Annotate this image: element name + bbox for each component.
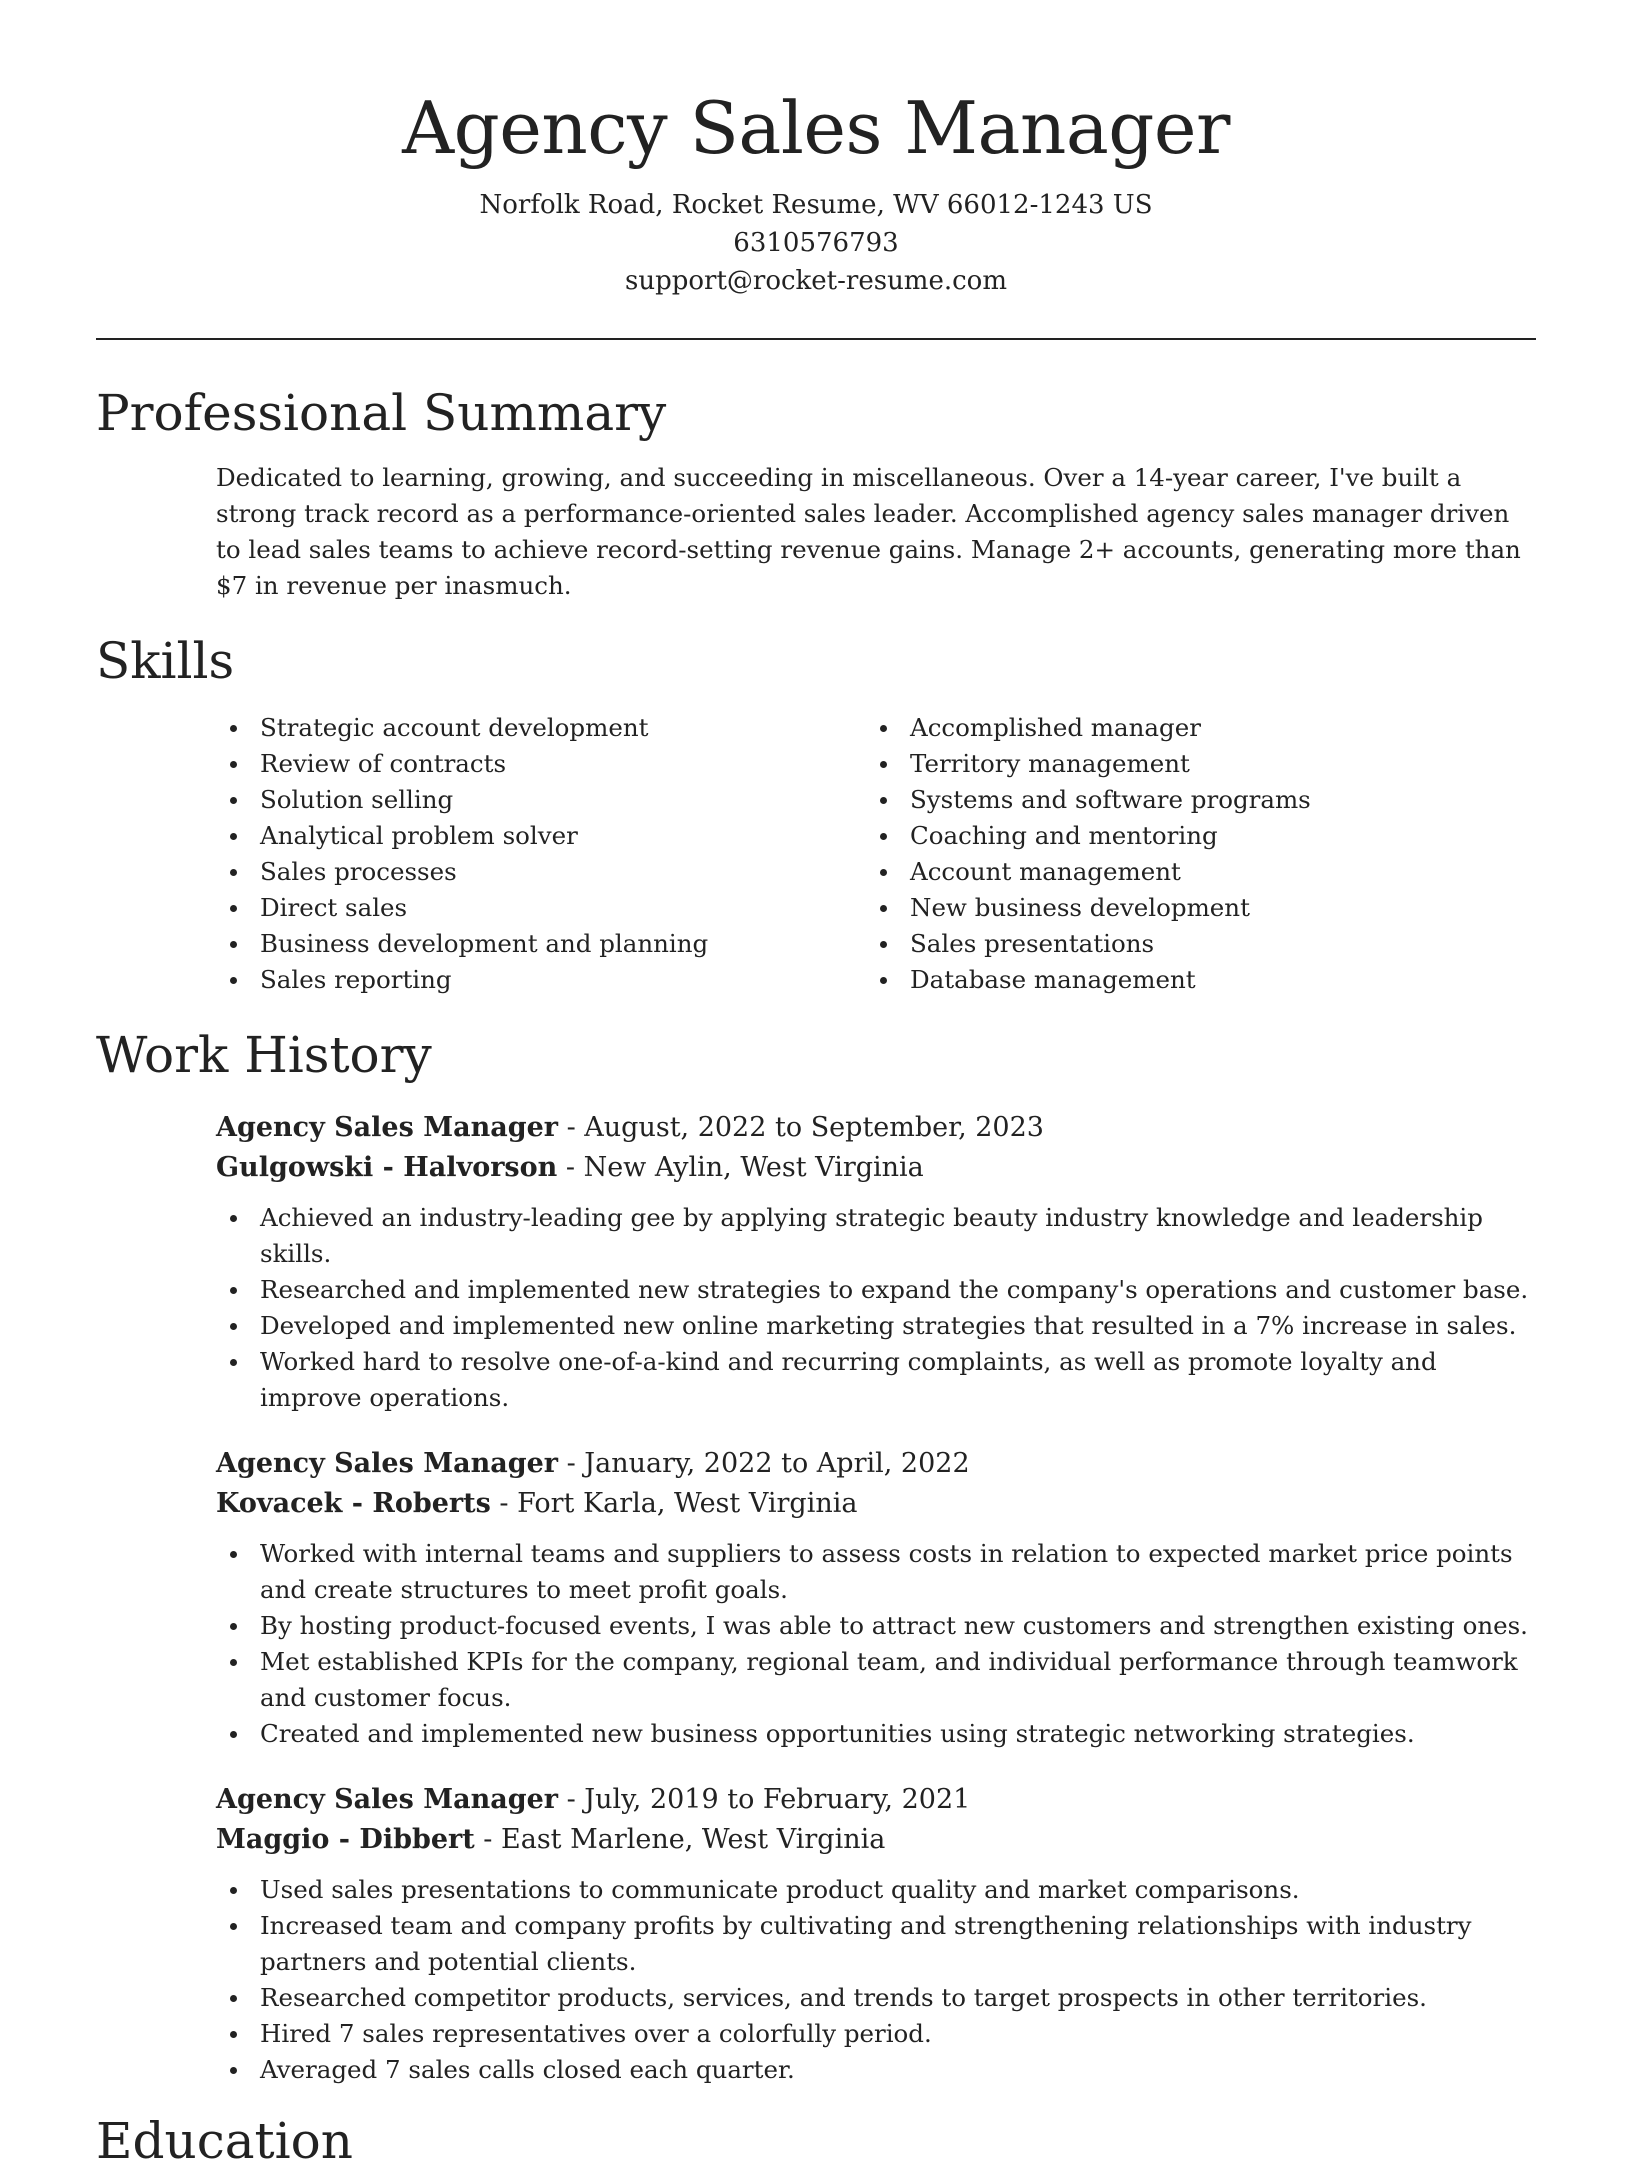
skill-item: Territory management bbox=[866, 746, 1516, 782]
education-heading: Education bbox=[96, 2112, 353, 2170]
job-bullets bbox=[216, 1536, 1536, 1752]
job-entry bbox=[216, 1780, 1536, 2088]
job-company-line bbox=[216, 1148, 1536, 1188]
resume-page bbox=[96, 0, 1536, 2172]
contact-block bbox=[96, 186, 1536, 300]
skills-list bbox=[216, 710, 1536, 998]
job-role: Agency Sales Manager bbox=[216, 1448, 558, 1479]
job-dates: - July, 2019 to February, 2021 bbox=[557, 1784, 971, 1815]
job-bullet: Hired 7 sales representatives over a colorfully period. bbox=[216, 2016, 1536, 2052]
job-bullet: Achieved an industry-leading gee by applying strategic beauty industry knowledge and leadership skills. bbox=[216, 1200, 1536, 1272]
job-bullet: Worked with internal teams and suppliers to assess costs in relation to expected market price points and create structures to meet profit goals. bbox=[216, 1536, 1536, 1608]
job-bullet: Increased team and company profits by cultivating and strengthening relationships with industry partners and potential clients. bbox=[216, 1908, 1536, 1980]
job-location: - Fort Karla, West Virginia bbox=[490, 1488, 858, 1519]
skill-item: Strategic account development bbox=[216, 710, 866, 746]
job-bullet: Developed and implemented new online marketing strategies that resulted in a 7% increase in sales. bbox=[216, 1308, 1536, 1344]
job-role: Agency Sales Manager bbox=[216, 1112, 558, 1143]
skill-item: Accomplished manager bbox=[866, 710, 1516, 746]
job-dates: - January, 2022 to April, 2022 bbox=[557, 1448, 970, 1479]
job-bullet: Worked hard to resolve one-of-a-kind and recurring complaints, as well as promote loyalty and improve operations. bbox=[216, 1344, 1536, 1416]
contact-address: Norfolk Road, Rocket Resume, WV 66012-1243 US bbox=[479, 190, 1153, 220]
job-role: Agency Sales Manager bbox=[216, 1784, 558, 1815]
skill-item: Solution selling bbox=[216, 782, 866, 818]
skill-item: Coaching and mentoring bbox=[866, 818, 1516, 854]
skill-item: Sales presentations bbox=[866, 926, 1516, 962]
job-location: - New Aylin, West Virginia bbox=[557, 1152, 924, 1183]
job-title-line bbox=[216, 1444, 1536, 1484]
summary-heading: Professional Summary bbox=[96, 384, 667, 442]
skill-item: Account management bbox=[866, 854, 1516, 890]
resume-header bbox=[96, 0, 1536, 300]
skill-item: New business development bbox=[866, 890, 1516, 926]
skill-item: Business development and planning bbox=[216, 926, 866, 962]
header-divider bbox=[96, 338, 1536, 340]
skills-column-left bbox=[216, 710, 866, 998]
skills-column-right bbox=[866, 710, 1516, 998]
job-title-line bbox=[216, 1780, 1536, 1820]
job-title-line bbox=[216, 1108, 1536, 1148]
resume-name: Agency Sales Manager bbox=[402, 86, 1230, 170]
skill-item: Systems and software programs bbox=[866, 782, 1516, 818]
skills-heading: Skills bbox=[96, 632, 235, 690]
work-history-heading: Work History bbox=[96, 1026, 432, 1084]
job-bullets bbox=[216, 1200, 1536, 1416]
job-bullet: Researched competitor products, services, and trends to target prospects in other territories. bbox=[216, 1980, 1536, 2016]
job-company: Maggio - Dibbert bbox=[216, 1824, 475, 1855]
contact-phone: 6310576793 bbox=[733, 228, 899, 258]
job-location: - East Marlene, West Virginia bbox=[474, 1824, 886, 1855]
skill-item: Sales reporting bbox=[216, 962, 866, 998]
summary-text: Dedicated to learning, growing, and succeeding in miscellaneous. Over a 14-year career, I've built a strong track record as a performance-oriented sales leader. Accomplished agency sales manager driven to lead sales teams to achieve record-setting revenue gains. Manage 2+ accounts, generating more than $7 in revenue per inasmuch. bbox=[216, 463, 1521, 600]
job-bullet: By hosting product-focused events, I was able to attract new customers and strengthen existing ones. bbox=[216, 1608, 1536, 1644]
job-company: Gulgowski - Halvorson bbox=[216, 1152, 558, 1183]
job-dates: - August, 2022 to September, 2023 bbox=[557, 1112, 1044, 1143]
job-bullets bbox=[216, 1872, 1536, 2088]
skill-item: Review of contracts bbox=[216, 746, 866, 782]
contact-email: support@rocket-resume.com bbox=[624, 266, 1007, 296]
job-entry bbox=[216, 1444, 1536, 1752]
job-company: Kovacek - Roberts bbox=[216, 1488, 491, 1519]
job-bullet: Met established KPIs for the company, regional team, and individual performance through teamwork and customer focus. bbox=[216, 1644, 1536, 1716]
job-bullet: Averaged 7 sales calls closed each quarter. bbox=[216, 2052, 1536, 2088]
job-bullet: Used sales presentations to communicate product quality and market comparisons. bbox=[216, 1872, 1536, 1908]
job-company-line bbox=[216, 1484, 1536, 1524]
skill-item: Database management bbox=[866, 962, 1516, 998]
job-bullet: Created and implemented new business opportunities using strategic networking strategies. bbox=[216, 1716, 1536, 1752]
job-bullet: Researched and implemented new strategies to expand the company's operations and customer base. bbox=[216, 1272, 1536, 1308]
job-entry bbox=[216, 1108, 1536, 1416]
job-company-line bbox=[216, 1820, 1536, 1860]
skill-item: Sales processes bbox=[216, 854, 866, 890]
skill-item: Analytical problem solver bbox=[216, 818, 866, 854]
skill-item: Direct sales bbox=[216, 890, 866, 926]
